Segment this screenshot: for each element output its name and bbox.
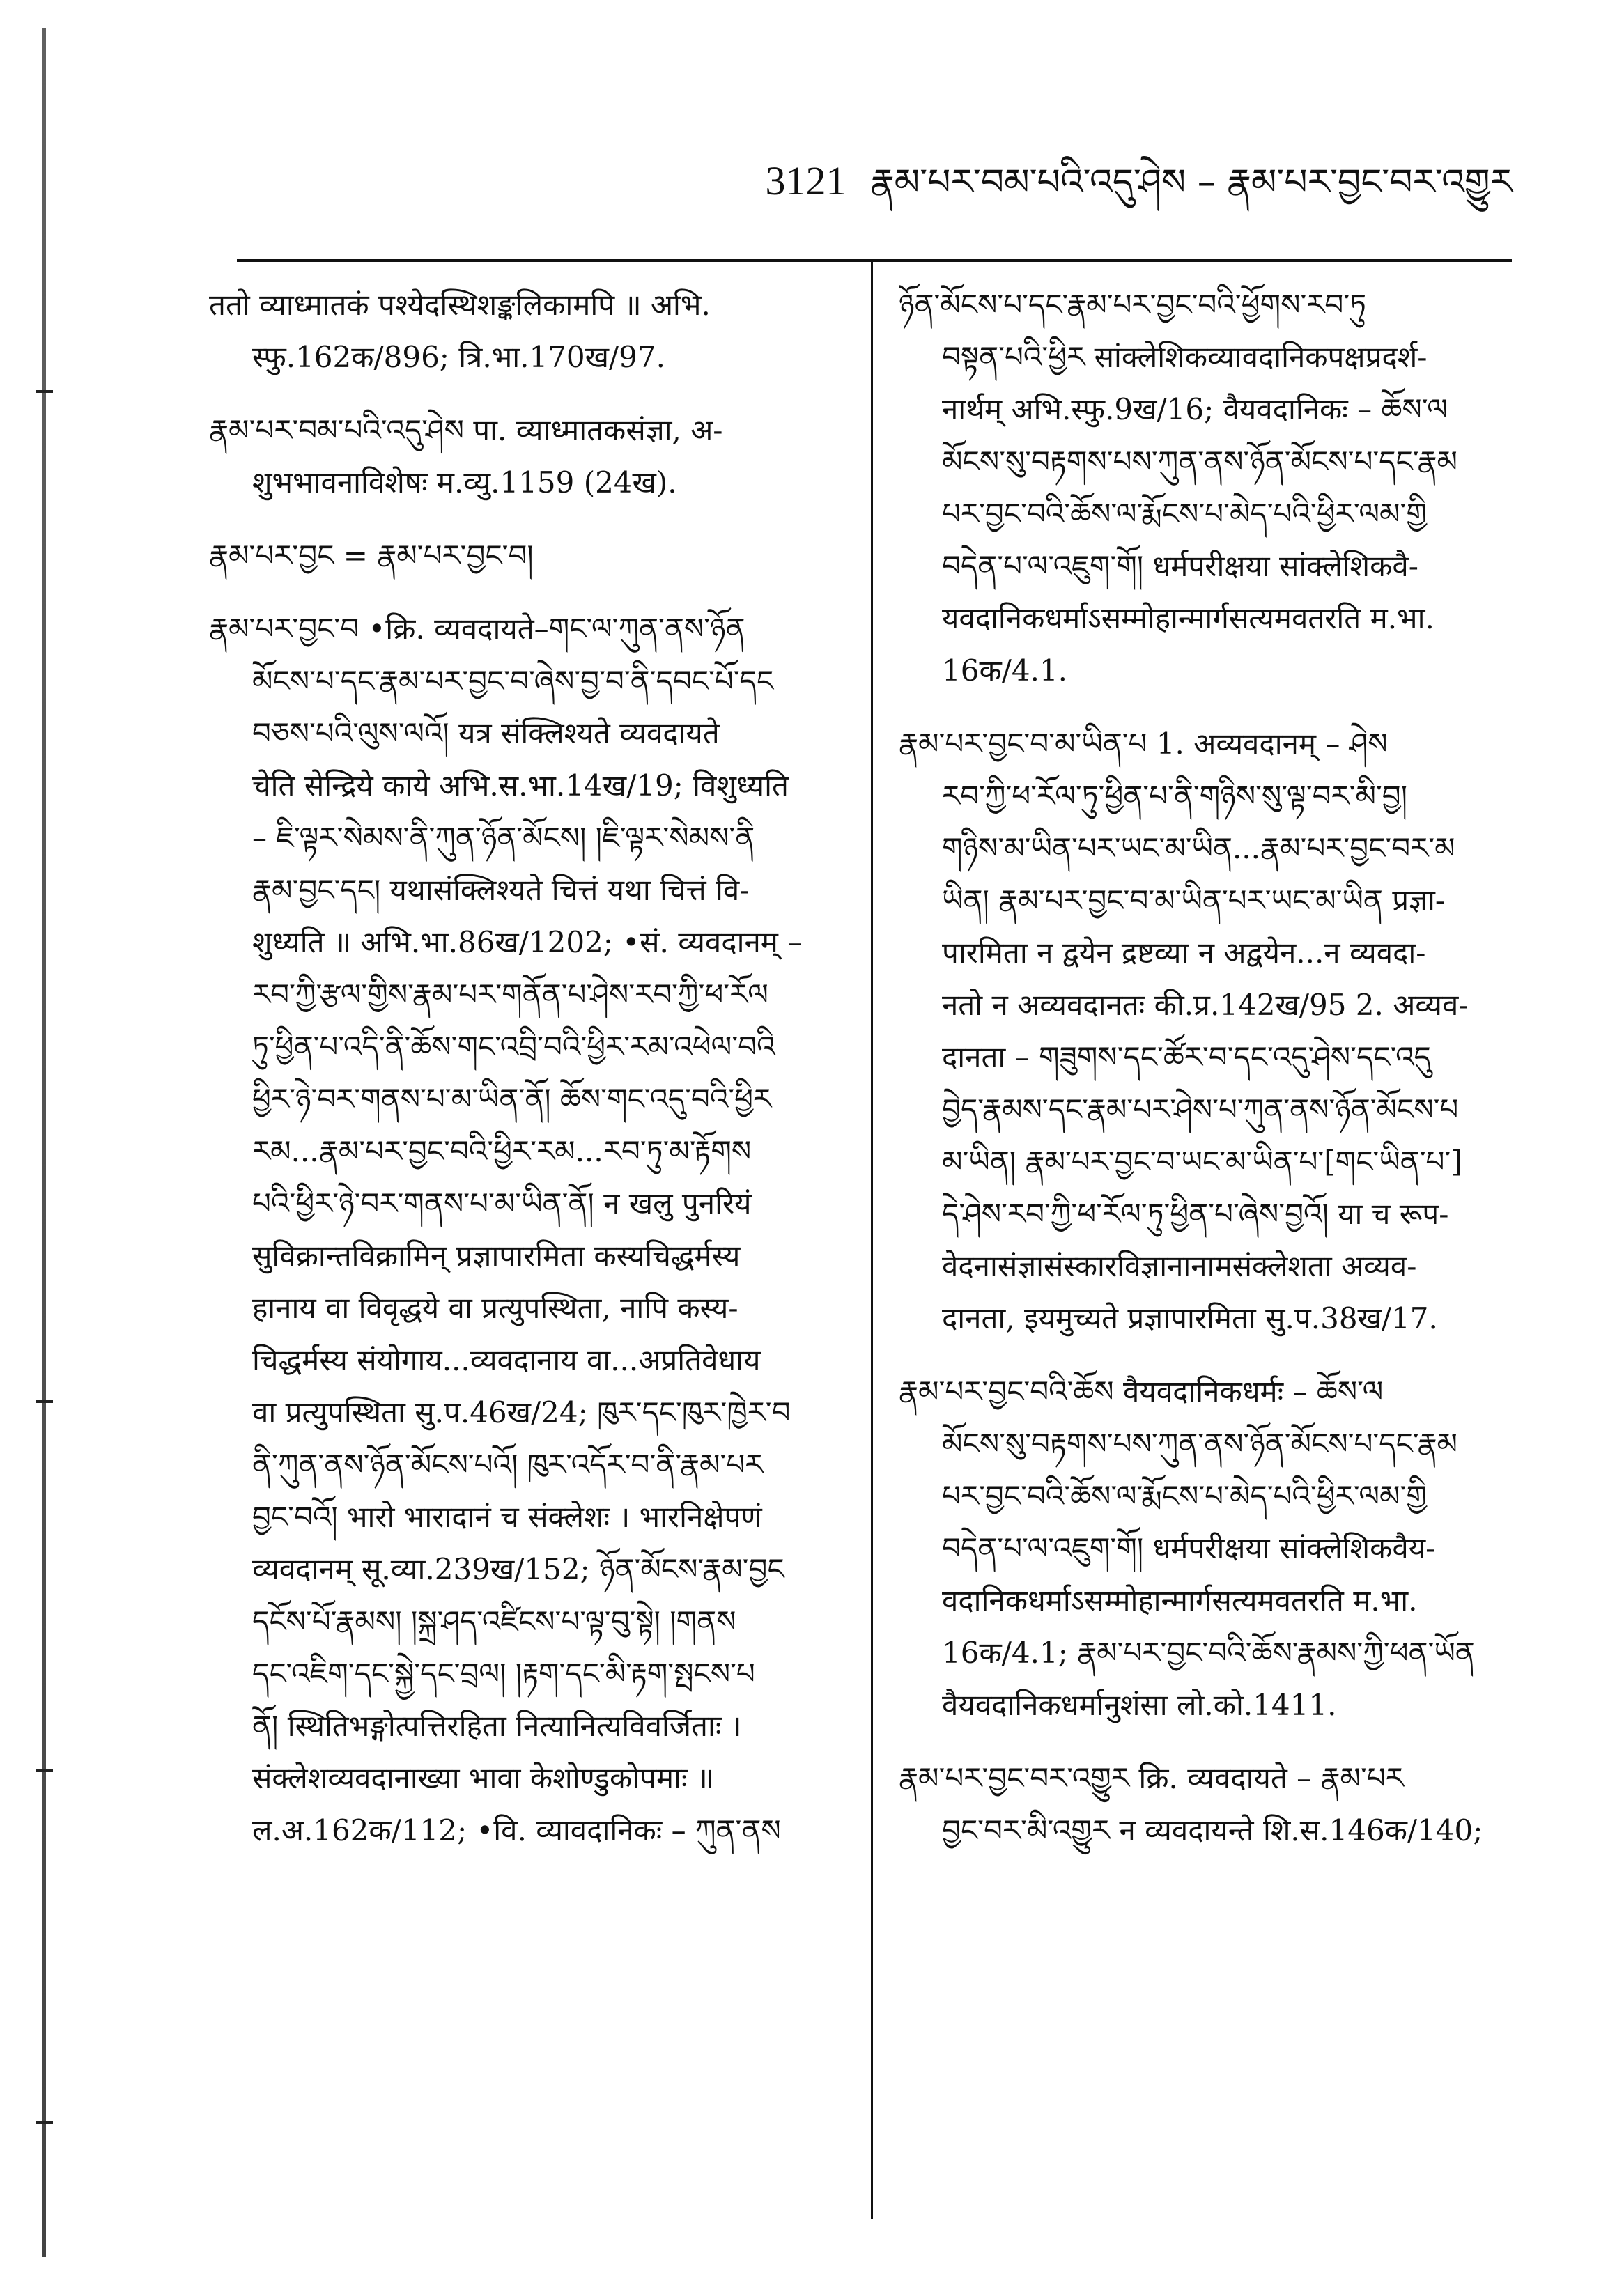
entry-text-line: ཕྱིར་ཉེ་བར་གནས་པ་མ་ཡིན་ནོ། ཆོས་གང་འདུ་བའི་ཕྱིར [252,1082,772,1116]
entry-headword-line: རྣམ་པར་བྱང་བའི་ཆོས वैयवदानिकधर्मः – ཆོས་ལ [899,1374,1384,1409]
dictionary-entry-byang-bar-gyur [899,1752,1515,1856]
dictionary-entry-vyavadanika [899,279,1515,697]
entry-text-line: བྱང་བར་མི་འགྱུར न व्यवदायन्ते शि.स.146क/140; [942,1813,1483,1847]
entry-text-line: संक्लेशव्यवदानाख्या भावा केशोण्डुकोपमाः ॥ [252,1761,714,1795]
entry-text-line: नतो न अव्यवदानतः की.प्र.142ख/95 2. अव्यव- [942,988,1469,1022]
entry-text-line: བདེན་པ་ལ་འཇུག་གོ། धर्मपरीक्षया सांक्लेशिकवैय- [942,1531,1436,1565]
entry-text-line: ल.अ.162क/112; •वि. व्यावदानिकः – ཀུན་ནས [252,1813,781,1847]
entry-text-line: वा प्रत्युपस्थिता सु.प.46ख/24; ཁུར་དང་ཁུར་ཁྱེར་བ [252,1395,791,1429]
binding-tick [36,1400,53,1403]
entry-text-line: वेदनासंज्ञासंस्कारविज्ञानानामसंक्लेशता अव्यव- [942,1249,1417,1283]
binding-tick [36,2121,53,2124]
entry-text-line: པར་བྱང་བའི་ཆོས་ལ་རྨོངས་པ་མེད་པའི་ཕྱིར་ལམ་གྱི [942,1479,1427,1513]
entry-text-line: व्यवदानम् सू.व्या.239ख/152; ཉོན་མོངས་རྣམ་བྱང [252,1552,784,1586]
dictionary-entry-vyadhmataka [209,404,836,509]
running-title: རྣམ་པར་བམ་པའི་འདུ་ཤེས – རྣམ་པར་བྱང་བར་འགྱུར [870,162,1513,203]
entry-text-line: ནོ། स्थितिभङ्गोत्पत्तिरहिता नित्यानित्यविवर्जिताः । [252,1709,742,1743]
entry-headword-line: རྣམ་པར་བྱང་བར་འགྱུར क्रि. व्यवदायते – རྣམ་པར [899,1761,1404,1795]
entry-text-line: हानाय वा विवृद्धये वा प्रत्युपस्थिता, नापि कस्य- [252,1291,738,1325]
entry-text-line: དང་འཇིག་དང་སྐྱེ་དང་བྲལ། །རྟག་དང་མི་རྟག་སྤངས་པ [252,1657,755,1691]
entry-text-line: दानता – གཟུགས་དང་ཚོར་བ་དང་འདུ་ཤེས་དང་འདུ [942,1040,1431,1074]
entry-text-line: सुविक्रान्तविक्रामिन् प्रज्ञापारमिता कस्यचिद्धर्मस्य [252,1239,741,1273]
right-column [899,279,1515,1877]
dictionary-entry-rnam-byang-ba [209,603,836,1856]
entry-headword-line: རྣམ་པར་བྱང་བ •क्रि. व्यवदायते–གང་ལ་ཀུན་ནས་ཉོན [209,612,745,646]
entry-text-line: ནི་ཀུན་ནས་ཉོན་མོངས་པའོ། ཁུར་འདོར་བ་ནི་རྣམ་པར [252,1448,764,1482]
entry-text-line: དེ་ཤེས་རབ་ཀྱི་ཕ་རོལ་ཏུ་ཕྱིན་པ་ཞེས་བྱའོ། या च रूप- [942,1197,1449,1231]
page-number: 3121 [765,158,846,203]
entry-headword-line: རྣམ་པར་བྱང = རྣམ་པར་བྱང་བ། [209,538,534,573]
entry-text-line: མོངས་སུ་བརྟགས་པས་ཀུན་ནས་ཉོན་མོངས་པ་དང་རྣམ [942,1427,1457,1461]
entry-text-line: चेति सेन्द्रिये काये अभि.स.भा.14ख/19; विशुध्यति [252,768,789,803]
entry-text-line: स्फु.162क/896; त्रि.भा.170ख/97. [252,340,665,374]
running-header [765,159,1513,205]
entry-text-line: ཡིན། རྣམ་པར་བྱང་བ་མ་ཡིན་པར་ཡང་མ་ཡིན प्रज्ञा- [942,883,1446,917]
entry-headword-line: ततो व्याध्मातकं पश्येदस्थिशङ्कलिकामपि ॥ अभि. [209,288,711,322]
entry-text-line: 16क/4.1; རྣམ་པར་བྱང་བའི་ཆོས་རྣམས་ཀྱི་ཕན་ཡོན [942,1636,1475,1670]
entry-text-line: चिद्धर्मस्य संयोगाय...व्यवदानाय वा...अप्रतिवेधाय [252,1343,761,1377]
left-column [209,279,836,1877]
entry-headword-line: རྣམ་པར་བམ་པའི་འདུ་ཤེས पा. व्याध्मातकसंज्ञा, अ- [209,413,723,447]
dictionary-entry-avyavadana [899,718,1515,1344]
entry-text-line: བྱེད་རྣམས་དང་རྣམ་པར་ཤེས་པ་ཀུན་ནས་ཉོན་མོངས་པ [942,1092,1459,1126]
entry-text-line: བསྟན་པའི་ཕྱིར सांक्लेशिकव्यावदानिकपक्षप्रदर्श- [942,340,1428,374]
entry-text-line: པར་བྱང་བའི་ཆོས་ལ་རྨོངས་པ་མེད་པའི་ཕྱིར་ལམ་གྱི [942,497,1427,531]
entry-text-line: पारमिता न द्वयेन द्रष्टव्या न अद्वयेन...न व्यवदा- [942,936,1426,970]
dictionary-entry-cont [209,279,836,383]
entry-text-line: 16क/4.1. [942,653,1067,688]
entry-text-line: – ཇི་ལྟར་སེམས་ནི་ཀུན་ཉོན་མོངས། །ཇི་ལྟར་སེམས་ནི [252,821,755,855]
entry-text-line: शुध्यति ॥ अभि.भा.86ख/1202; •सं. व्यवदानम् – [252,925,803,959]
entry-headword-line: རྣམ་པར་བྱང་བ་མ་ཡིན་པ 1. अव्यवदानम् – ཤེས [899,727,1388,761]
entry-text-line: वैयवदानिकधर्मानुशंसा लो.को.1411. [942,1688,1337,1722]
entry-text-line: शुभभावनाविशेषः म.व्यु.1159 (24ख). [252,465,677,499]
entry-text-line: नार्थम् अभि.स्फु.9ख/16; वैयवदानिकः – ཆོས་ལ [942,392,1448,426]
header-rule [237,259,1512,262]
entry-text-line: ཏུ་ཕྱིན་པ་འདི་ནི་ཆོས་གང་འབྲི་བའི་ཕྱིར་རམ་འཕེལ་བའི [252,1030,775,1064]
entry-text-line: བདེན་པ་ལ་འཇུག་གོ། धर्मपरीक्षया सांक्लेशिकवै- [942,549,1418,583]
entry-text-line: वदानिकधर्माऽसम्मोहान्मार्गसत्यमवतरति म.भा. [942,1583,1418,1618]
column-divider [871,262,873,2219]
entry-text-line: གཉིས་མ་ཡིན་པར་ཡང་མ་ཡིན...རྣམ་པར་བྱང་བར་མ [942,831,1455,865]
entry-text-line: བྱང་བའོ། भारो भारादानं च संक्लेशः । भारनिक्षेपणं [252,1500,762,1534]
entry-text-line: दानता, इयमुच्यते प्रज्ञापारमिता सु.प.38ख/17. [942,1301,1438,1335]
entry-text-line: མོངས་སུ་བརྟགས་པས་ཀུན་ནས་ཉོན་མོངས་པ་དང་རྣམ [942,444,1457,479]
left-binding-edge [42,28,46,2257]
entry-text-line: མོངས་པ་དང་རྣམ་པར་བྱང་བ་ཞེས་བྱ་བ་ནི་དབང་པོ་དང [252,664,774,698]
entry-text-line: མ་ཡིན། རྣམ་པར་བྱང་བ་ཡང་མ་ཡིན་པ་[གང་ཡིན་པ་] [942,1145,1462,1179]
entry-text-line: རབ་ཀྱི་ཕ་རོལ་ཏུ་ཕྱིན་པ་ནི་གཉིས་སུ་ལྟ་བར་མི་བྱ། [942,779,1408,813]
entry-text-line: རྣམ་བྱང་དང། यथासंक्लिश्यते चित्तं यथा चित्तं वि- [252,873,750,907]
binding-tick [36,1769,53,1772]
entry-text-line: དངོས་པོ་རྣམས། །སྐྲ་ཤད་འཛིངས་པ་ལྟ་བུ་སྟེ། །གནས [252,1604,736,1638]
dictionary-entry-rnam-byang [209,529,836,582]
entry-text-line: རབ་ཀྱི་རྩལ་གྱིས་རྣམ་པར་གནོན་པ་ཤེས་རབ་ཀྱི་ཕ་རོལ [252,977,768,1011]
entry-text-line: यवदानिकधर्माऽसम्मोहान्मार्गसत्यमवतरति म.भा. [942,601,1434,635]
entry-text-line: རམ...རྣམ་པར་བྱང་བའི་ཕྱིར་རམ...རབ་ཏུ་མ་རྟོགས [252,1134,752,1168]
entry-headword-line: ཉོན་མོངས་པ་དང་རྣམ་པར་བྱང་བའི་ཕྱོགས་རབ་ཏུ [899,288,1367,322]
dictionary-entry-vaiyavadanikadharma [899,1365,1515,1731]
entry-text-line: བཅས་པའི་ལུས་ལའོ། यत्र संक्लिश्यते व्यवदायते [252,716,720,750]
entry-text-line: པའི་ཕྱིར་ཉེ་བར་གནས་པ་མ་ཡིན་ནོ། न खलु पुनरियं [252,1186,752,1220]
binding-tick [36,390,53,393]
